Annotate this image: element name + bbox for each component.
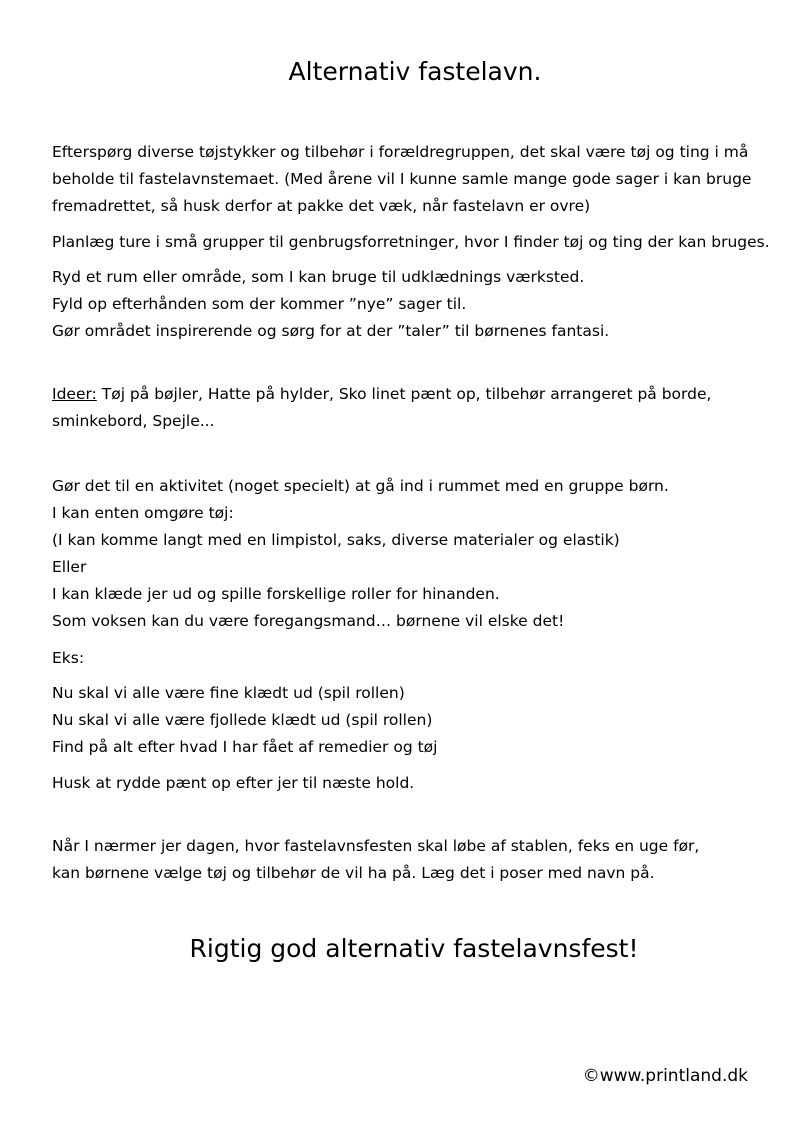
paragraph-line: Fyld op efterhånden som der kommer ”nye” sager til. [52,295,467,313]
ideas-text: Tøj på bøjler, Hatte på hylder, Sko linet pænt op, tilbehør arrangeret på borde, [96,385,712,403]
paragraph-line: beholde til fastelavnstemaet. (Med årene vil I kunne samle mange gode sager i kan bruge [52,170,752,188]
page-title: Alternativ fastelavn. [288,57,542,86]
paragraph-line: Efterspørg diverse tøjstykker og tilbehør i forældregruppen, det skal være tøj og ting i må [52,143,749,161]
paragraph-line: Gør det til en aktivitet (noget specielt) at gå ind i rummet med en gruppe børn. [52,477,669,495]
paragraph-line: Nu skal vi alle være fjollede klædt ud (spil rollen) [52,711,433,729]
paragraph-line: Når I nærmer jer dagen, hvor fastelavnsfesten skal løbe af stablen, feks en uge før, [52,837,700,855]
ideas-label: Ideer: [52,385,97,403]
closing-heading: Rigtig god alternativ fastelavnsfest! [189,934,639,963]
paragraph-line: Eks: [52,649,85,667]
paragraph-line: (I kan komme langt med en limpistol, saks, diverse materialer og elastik) [52,531,620,549]
paragraph-line: sminkebord, Spejle... [52,412,215,430]
paragraph-line: I kan klæde jer ud og spille forskellige roller for hinanden. [52,585,500,603]
ideas-line [52,383,711,405]
paragraph-line: Nu skal vi alle være fine klædt ud (spil rollen) [52,684,405,702]
paragraph-line: Gør området inspirerende og sørg for at der ”taler” til børnenes fantasi. [52,322,610,340]
footer-copyright: ©www.printland.dk [582,1066,748,1086]
paragraph-line: fremadrettet, så husk derfor at pakke det væk, når fastelavn er ovre) [52,197,591,215]
paragraph-line: Husk at rydde pænt op efter jer til næste hold. [52,774,415,792]
paragraph-line: Find på alt efter hvad I har fået af remedier og tøj [52,738,438,756]
paragraph-line: I kan enten omgøre tøj: [52,504,234,522]
paragraph-line: Ryd et rum eller område, som I kan bruge til udklædnings værksted. [52,268,585,286]
paragraph-line: Som voksen kan du være foregangsmand… børnene vil elske det! [52,612,565,630]
paragraph-line: Planlæg ture i små grupper til genbrugsforretninger, hvor I finder tøj og ting der kan bruges. [52,233,770,251]
paragraph-line: Eller [52,558,87,576]
paragraph-line: kan børnene vælge tøj og tilbehør de vil ha på. Læg det i poser med navn på. [52,864,655,882]
